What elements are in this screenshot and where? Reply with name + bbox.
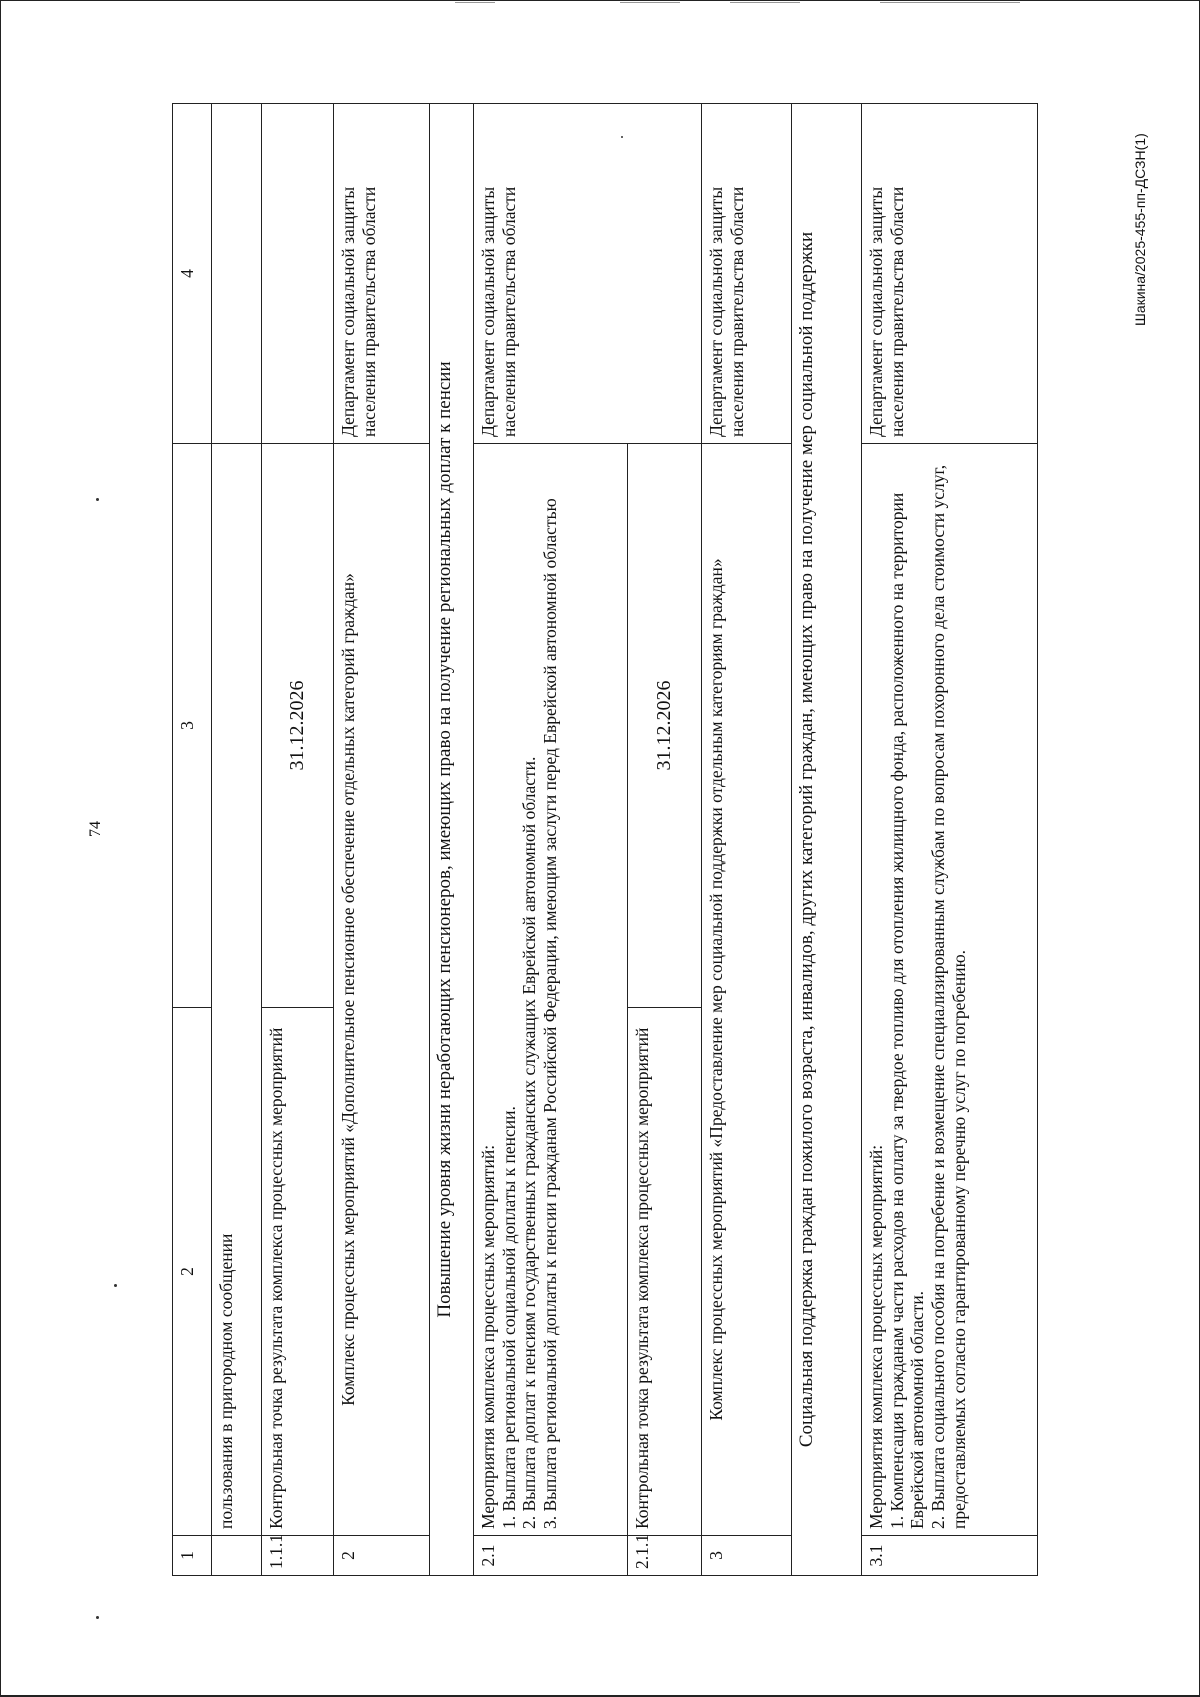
row-text: Контрольная точка результата комплекса процессных мероприятий — [262, 1008, 334, 1536]
scan-artifact — [880, 2, 1020, 3]
table-row — [862, 104, 1038, 1576]
row-dept: Департамент социальной защиты населения правительства области — [862, 104, 1038, 444]
header-col-1: 1 — [173, 1536, 212, 1576]
section-heading: Социальная поддержка граждан пожилого возраста, инвалидов, других категорий граждан, имеющих право на получение мер социальной поддержки — [792, 104, 862, 1576]
row-text: Комплекс процессных мероприятий «Дополнительное пенсионное обеспечение отдельных категорий граждан» — [334, 444, 430, 1536]
table-row — [262, 104, 334, 1576]
table-wrapper — [172, 104, 1200, 1582]
header-col-3: 3 — [173, 444, 212, 1008]
rotated-table-container — [172, 104, 1200, 1576]
table-row — [702, 104, 792, 1576]
scan-speck — [96, 498, 99, 501]
scan-artifact — [620, 2, 680, 3]
header-col-4: 4 — [173, 104, 212, 444]
section-heading-row — [430, 104, 474, 1576]
header-col-2: 2 — [173, 1008, 212, 1536]
scan-speck — [96, 1616, 99, 1619]
row-text: Комплекс процессных мероприятий «Предоставление мер социальной поддержки отдельным категориям граждан» — [702, 444, 792, 1536]
program-table — [172, 103, 1038, 1576]
row-text: Мероприятия комплекса процессных мероприятий: 1. Выплата региональной социальной доплаты к пенсии. 2. Выплата доплат к пенсиям государственных гражданских служащих Еврейской автономной области. 3. Выплата региональной доплаты к пенсии гражданам Российской Федерации, имеющим заслуги перед Еврейской автономной областью — [474, 444, 628, 1536]
page-number: 74 — [87, 821, 104, 837]
row-number — [212, 1536, 262, 1576]
row-dept — [212, 104, 262, 444]
row-number: 1.1.1 — [262, 1536, 334, 1576]
section-heading: Повышение уровня жизни неработающих пенсионеров, имеющих право на получение региональных доплат к пенсии — [430, 104, 474, 1576]
scan-artifact — [455, 2, 495, 3]
scan-artifact — [730, 2, 800, 3]
row-text: пользования в пригородном сообщении — [212, 444, 262, 1536]
row-dept: Департамент социальной защиты населения правительства области — [474, 104, 702, 444]
table-header-row — [173, 104, 212, 1576]
table-row — [474, 104, 628, 1576]
row-number: 2 — [334, 1536, 430, 1576]
row-date: 31.12.2026 — [628, 444, 702, 1008]
section-heading-row — [792, 104, 862, 1576]
row-text: Мероприятия комплекса процессных мероприятий: 1. Компенсация гражданам части расходов на оплату за твердое топливо для отопления жилищного фонда, расположенного на территории Еврейской автономной области. 2. Выплата социального пособия на погребение и возмещение специализированным службам по вопросам похоронного дела стоимости услуг, предоставляемых согласно гарантированному перечню услуг по погребению. — [862, 444, 1038, 1536]
row-dept: Департамент социальной защиты населения правительства области — [334, 104, 430, 444]
row-dept: Департамент социальной защиты населения правительства области — [702, 104, 792, 444]
table-row — [212, 104, 262, 1576]
row-dept — [262, 104, 334, 444]
table-row — [334, 104, 430, 1576]
scan-speck — [114, 1284, 117, 1287]
row-number: 3.1 — [862, 1536, 1038, 1576]
row-number: 2.1.1 — [628, 1536, 702, 1576]
row-text: Контрольная точка результата комплекса процессных мероприятий — [628, 1008, 702, 1536]
row-number: 3 — [702, 1536, 792, 1576]
row-number: 2.1 — [474, 1536, 628, 1576]
footer-code-text: Шакина/2025-455-пп-ДСЗН(1) — [1132, 133, 1148, 326]
row-date: 31.12.2026 — [262, 444, 334, 1008]
